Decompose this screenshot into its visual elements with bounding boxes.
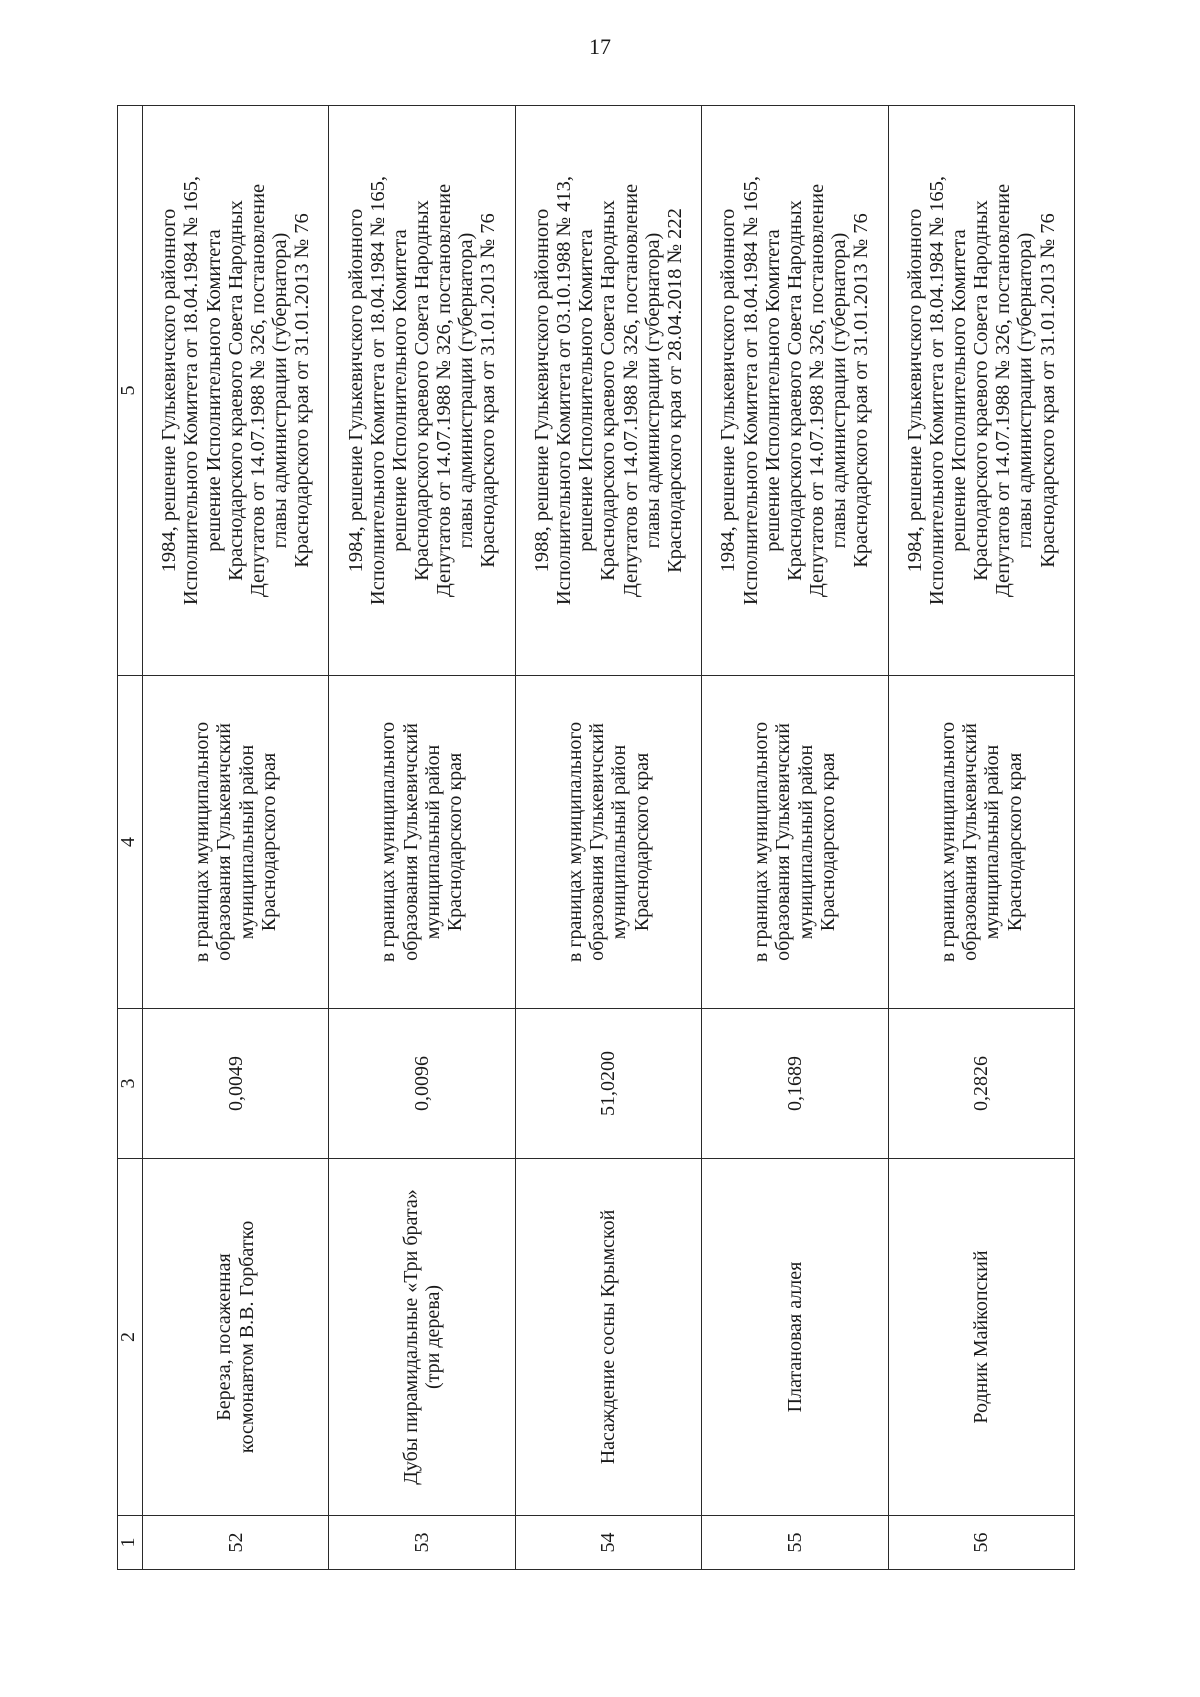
location-cell-line: Краснодарского края bbox=[444, 752, 467, 932]
legal-basis-cell-line: Депутатов от 14.07.1988 № 326, постановление bbox=[992, 183, 1015, 598]
object-name-cell bbox=[143, 1159, 329, 1516]
location-cell-line: муниципальный район bbox=[235, 744, 258, 940]
legal-basis-cell-line: Краснодарского краевого Совета Народных bbox=[970, 200, 993, 581]
legal-basis-cell-line: 1984, решение Гулькевичского районного bbox=[903, 208, 926, 573]
location-cell bbox=[702, 676, 888, 1009]
row-number-cell: 55 bbox=[702, 1516, 888, 1570]
location-cell-line: Краснодарского края bbox=[258, 752, 281, 932]
table-row bbox=[515, 106, 701, 1570]
legal-basis-cell-line: Краснодарского краевого Совета Народных bbox=[411, 200, 434, 581]
legal-basis-cell-line: 1984, решение Гулькевичского районного bbox=[717, 208, 740, 573]
legal-basis-cell bbox=[888, 106, 1074, 676]
row-number-cell: 56 bbox=[888, 1516, 1074, 1570]
table-body bbox=[118, 106, 1075, 1570]
legal-basis-cell-line: решение Исполнительного Комитета bbox=[948, 229, 971, 552]
object-name-cell bbox=[888, 1159, 1074, 1516]
legal-basis-cell-line: Исполнительного Комитета от 18.04.1984 № 165, bbox=[925, 175, 948, 606]
legal-basis-cell-line: решение Исполнительного Комитета bbox=[202, 229, 225, 552]
legal-basis-cell-line: 1988, решение Гулькевичского районного bbox=[531, 208, 554, 573]
area-cell: 0,1689 bbox=[702, 1009, 888, 1159]
location-cell-line: муниципальный район bbox=[422, 744, 445, 940]
location-cell-line: муниципальный район bbox=[794, 744, 817, 940]
rotated-table-wrapper bbox=[117, 106, 1075, 1570]
area-cell: 0,2826 bbox=[888, 1009, 1074, 1159]
object-name-cell-line: Насаждение сосны Крымской bbox=[597, 1209, 620, 1465]
legal-basis-cell-line: Депутатов от 14.07.1988 № 326, постановление bbox=[246, 183, 269, 598]
legal-basis-cell-line: Краснодарского края от 31.01.2013 № 76 bbox=[1036, 213, 1059, 568]
table-row bbox=[702, 106, 888, 1570]
legal-basis-cell-line: главы администрации (губернатора) bbox=[828, 232, 851, 549]
header-cell: 3 bbox=[118, 1009, 143, 1159]
location-cell-line: Краснодарского края bbox=[817, 752, 840, 932]
location-cell bbox=[515, 676, 701, 1009]
protected-objects-table bbox=[117, 105, 1075, 1570]
legal-basis-cell bbox=[329, 106, 515, 676]
area-cell: 0,0049 bbox=[143, 1009, 329, 1159]
location-cell bbox=[888, 676, 1074, 1009]
location-cell-line: образования Гулькевичский bbox=[399, 723, 422, 961]
location-cell bbox=[143, 676, 329, 1009]
location-cell-line: муниципальный район bbox=[981, 744, 1004, 940]
table-row bbox=[888, 106, 1074, 1570]
location-cell-line: образования Гулькевичский bbox=[586, 723, 609, 961]
legal-basis-cell-line: Исполнительного Комитета от 18.04.1984 № 165, bbox=[366, 175, 389, 606]
legal-basis-cell-line: решение Исполнительного Комитета bbox=[761, 229, 784, 552]
area-cell: 51,0200 bbox=[515, 1009, 701, 1159]
legal-basis-cell-line: Краснодарского краевого Совета Народных bbox=[597, 200, 620, 581]
legal-basis-cell-line: Исполнительного Комитета от 18.04.1984 № 165, bbox=[739, 175, 762, 606]
table-header-row bbox=[118, 106, 143, 1570]
legal-basis-cell-line: решение Исполнительного Комитета bbox=[388, 229, 411, 552]
legal-basis-cell bbox=[515, 106, 701, 676]
table-row bbox=[143, 106, 329, 1570]
row-number-cell: 53 bbox=[329, 1516, 515, 1570]
legal-basis-cell-line: Депутатов от 14.07.1988 № 326, постановление bbox=[433, 183, 456, 598]
legal-basis-cell-line: главы администрации (губернатора) bbox=[641, 232, 664, 549]
legal-basis-cell-line: главы администрации (губернатора) bbox=[455, 232, 478, 549]
location-cell-line: образования Гулькевичский bbox=[958, 723, 981, 961]
legal-basis-cell-line: Краснодарского краевого Совета Народных bbox=[783, 200, 806, 581]
legal-basis-cell bbox=[143, 106, 329, 676]
legal-basis-cell-line: Исполнительного Комитета от 03.10.1988 № 413, bbox=[553, 175, 576, 606]
object-name-cell-line: (три дерева) bbox=[422, 1285, 445, 1389]
legal-basis-cell-line: Краснодарского края от 31.01.2013 № 76 bbox=[291, 213, 313, 568]
legal-basis-cell-line: Депутатов от 14.07.1988 № 326, постановление bbox=[619, 183, 642, 598]
location-cell-line: в границах муниципального bbox=[377, 721, 400, 963]
location-cell bbox=[329, 676, 515, 1009]
legal-basis-cell-line: главы администрации (губернатора) bbox=[268, 232, 291, 549]
page-number: 17 bbox=[589, 34, 611, 59]
row-number-cell: 54 bbox=[515, 1516, 701, 1570]
table-row bbox=[329, 106, 515, 1570]
legal-basis-cell-line: Исполнительного Комитета от 18.04.1984 № 165, bbox=[180, 175, 203, 606]
location-cell-line: в границах муниципального bbox=[190, 721, 213, 963]
header-cell: 1 bbox=[118, 1516, 143, 1570]
location-cell-line: Краснодарского края bbox=[1003, 752, 1026, 932]
legal-basis-cell bbox=[702, 106, 888, 676]
object-name-cell bbox=[329, 1159, 515, 1516]
object-name-cell-line: Родник Майкопский bbox=[970, 1250, 993, 1424]
location-cell-line: Краснодарского края bbox=[630, 752, 653, 932]
legal-basis-cell-line: Депутатов от 14.07.1988 № 326, постановление bbox=[805, 183, 828, 598]
object-name-cell-line: Береза, посаженная bbox=[213, 1253, 236, 1421]
location-cell-line: в границах муниципального bbox=[563, 721, 586, 963]
row-number-cell: 52 bbox=[143, 1516, 329, 1570]
header-cell: 5 bbox=[118, 106, 143, 676]
location-cell-line: муниципальный район bbox=[608, 744, 631, 940]
legal-basis-cell-line: Краснодарского краевого Совета Народных bbox=[224, 200, 247, 581]
legal-basis-cell-line: решение Исполнительного Комитета bbox=[575, 229, 598, 552]
header-cell: 2 bbox=[118, 1159, 143, 1516]
header-cell: 4 bbox=[118, 676, 143, 1009]
object-name-cell-line: Дубы пирамидальные «Три брата» bbox=[399, 1189, 422, 1485]
legal-basis-cell-line: главы администрации (губернатора) bbox=[1014, 232, 1037, 549]
location-cell-line: в границах муниципального bbox=[750, 721, 773, 963]
location-cell-line: в границах муниципального bbox=[936, 721, 959, 963]
legal-basis-cell-line: Краснодарского края от 28.04.2018 № 222 bbox=[663, 208, 686, 573]
object-name-cell bbox=[702, 1159, 888, 1516]
object-name-cell bbox=[515, 1159, 701, 1516]
legal-basis-cell-line: Краснодарского края от 31.01.2013 № 76 bbox=[850, 213, 873, 568]
area-cell: 0,0096 bbox=[329, 1009, 515, 1159]
legal-basis-cell-line: 1984, решение Гулькевичского районного bbox=[344, 208, 367, 573]
legal-basis-cell-line: Краснодарского края от 31.01.2013 № 76 bbox=[477, 213, 500, 568]
location-cell-line: образования Гулькевичский bbox=[213, 723, 236, 961]
object-name-cell-line: космонавтом В.В. Горбатко bbox=[235, 1220, 258, 1454]
location-cell-line: образования Гулькевичский bbox=[772, 723, 795, 961]
object-name-cell-line: Платановая аллея bbox=[783, 1261, 806, 1413]
legal-basis-cell-line: 1984, решение Гулькевичского районного bbox=[158, 208, 181, 573]
